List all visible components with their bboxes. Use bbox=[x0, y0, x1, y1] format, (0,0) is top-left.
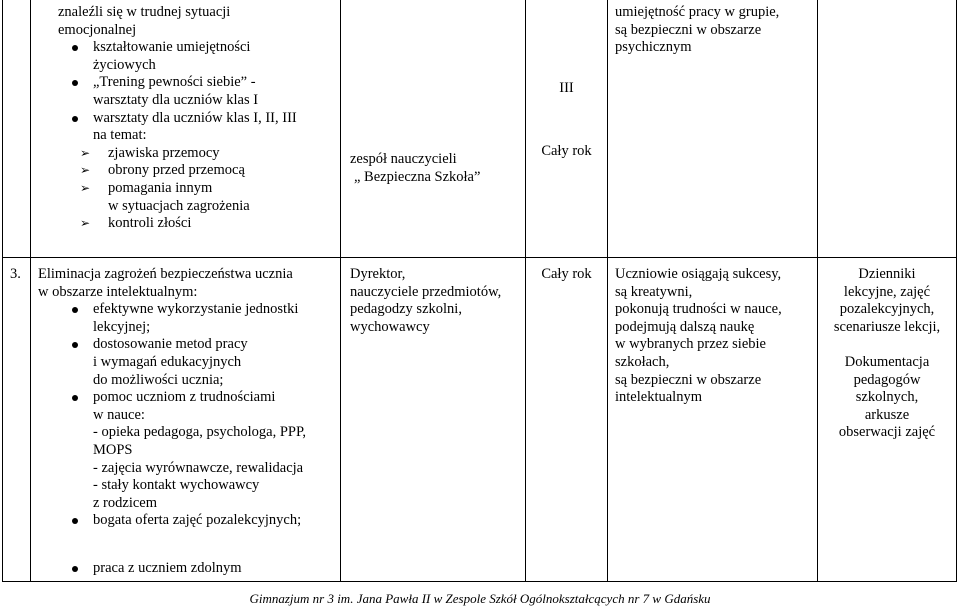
term-cell-top bbox=[526, 80, 607, 160]
bullet-icon bbox=[72, 307, 78, 313]
documentation-line: obserwacji zajęć bbox=[838, 424, 936, 441]
arrow-item bbox=[38, 180, 338, 198]
line-text: Eliminacja zagrożeń bezpieczeństwa ucznia bbox=[38, 266, 293, 282]
line-text: na temat: bbox=[93, 127, 147, 144]
documentation-line: szkolnych, bbox=[855, 389, 919, 406]
bullet-icon bbox=[72, 518, 78, 524]
arrow-item bbox=[38, 145, 338, 163]
line-text: dostosowanie metod pracy bbox=[93, 336, 248, 353]
line-text: pomoc uczniom z trudnościami bbox=[93, 389, 276, 406]
activity-line bbox=[38, 4, 338, 22]
line-text: życiowych bbox=[93, 56, 156, 73]
bullet-item bbox=[38, 301, 338, 319]
line-text: efektywne wykorzystanie jednostki bbox=[93, 301, 299, 318]
arrow-item bbox=[38, 215, 338, 233]
bullet-item bbox=[38, 512, 338, 530]
responsible-line: pedagodzy szkolni, bbox=[350, 301, 462, 318]
activity-line bbox=[38, 266, 338, 284]
line-text: znaleźli się w trudnej sytuacji bbox=[58, 4, 231, 20]
documentation-line: pozalekcyjnych, bbox=[839, 301, 935, 318]
effects-line: pokonują trudności w nauce, bbox=[615, 301, 782, 318]
extra-bullet-item bbox=[38, 560, 338, 578]
line-text: w obszarze intelektualnym: bbox=[38, 283, 198, 300]
responsible-line: zespół nauczycieli bbox=[350, 151, 457, 167]
line-text: pomagania innym bbox=[108, 179, 213, 196]
documentation-line: scenariusze lekcji, bbox=[833, 318, 941, 335]
line-text: - zajęcia wyrównawcze, rewalidacja bbox=[93, 459, 304, 476]
bullet-icon bbox=[72, 566, 78, 572]
bullet-item bbox=[38, 74, 338, 92]
bullet-icon bbox=[72, 45, 78, 51]
line-text: „Trening pewności siebie” - bbox=[93, 74, 256, 91]
documentation-line: pedagogów bbox=[853, 371, 921, 388]
activity-line bbox=[38, 354, 338, 372]
table-col-divider-2 bbox=[340, 0, 341, 582]
activity-line bbox=[38, 198, 338, 216]
term-class: III bbox=[559, 80, 574, 96]
line-text: bogata oferta zajęć pozalekcyjnych; bbox=[93, 512, 302, 529]
activity-line bbox=[38, 284, 338, 302]
activity-cell-3 bbox=[38, 266, 338, 530]
activity-line bbox=[38, 424, 338, 442]
line-text: w sytuacjach zagrożenia bbox=[108, 197, 250, 214]
effects-cell-3 bbox=[615, 266, 782, 407]
table-border-bottom bbox=[2, 581, 957, 582]
effects-line: psychicznym bbox=[615, 39, 692, 56]
bullet-icon bbox=[72, 80, 78, 86]
responsible-cell-top bbox=[350, 151, 480, 186]
line-text: do możliwości ucznia; bbox=[93, 371, 224, 388]
effects-line: szkołach, bbox=[615, 353, 670, 370]
line-text: warsztaty dla uczniów klas I, II, III bbox=[93, 109, 297, 126]
line-text: emocjonalnej bbox=[58, 21, 137, 38]
activity-line bbox=[38, 92, 338, 110]
bullet-item bbox=[38, 39, 338, 57]
term-cell-3 bbox=[526, 266, 607, 284]
effects-line: są kreatywni, bbox=[615, 283, 693, 300]
activity-line bbox=[38, 372, 338, 390]
term-period: Cały rok bbox=[541, 266, 592, 282]
effects-line: podejmują dalszą naukę bbox=[615, 318, 755, 335]
page-footer: Gimnazjum nr 3 im. Jana Pawła II w Zespole Szkół Ogólnokształcących nr 7 w Gdańsku bbox=[249, 591, 711, 606]
effects-line: intelektualnym bbox=[615, 389, 702, 406]
activity-cell-top bbox=[38, 4, 338, 233]
arrow-bullet-icon: ➢ bbox=[80, 145, 91, 160]
activity-line bbox=[38, 460, 338, 478]
activity-line bbox=[38, 22, 338, 40]
effects-line: są bezpieczni w obszarze bbox=[615, 371, 762, 388]
activity-line bbox=[38, 407, 338, 425]
line-text: - stały kontakt wychowawcy bbox=[93, 477, 260, 494]
line-text: lekcyjnej; bbox=[93, 318, 151, 335]
line-text: kształtowanie umiejętności bbox=[93, 39, 251, 56]
documentation-line: lekcyjne, zajęć bbox=[843, 283, 931, 300]
bullet-icon bbox=[72, 342, 78, 348]
responsible-line: „ Bezpieczna Szkoła” bbox=[354, 168, 481, 185]
activity-line bbox=[38, 127, 338, 145]
line-text: - opieka pedagoga, psychologa, PPP, bbox=[93, 424, 307, 441]
arrow-bullet-icon: ➢ bbox=[80, 216, 91, 231]
responsible-line: Dyrektor, bbox=[350, 266, 406, 282]
table-col-divider-4 bbox=[607, 0, 608, 582]
effects-line: w wybranych przez siebie bbox=[615, 336, 766, 353]
arrow-item bbox=[38, 162, 338, 180]
documentation-cell-3 bbox=[817, 266, 957, 442]
line-text: warsztaty dla uczniów klas I bbox=[93, 91, 259, 108]
documentation-line: Dzienniki bbox=[858, 266, 916, 282]
effects-line: Uczniowie osiągają sukcesy, bbox=[615, 266, 782, 282]
term-period: Cały rok bbox=[541, 142, 592, 159]
responsible-line: nauczyciele przedmiotów, bbox=[350, 283, 502, 300]
line-text: kontroli złości bbox=[108, 215, 192, 232]
arrow-bullet-icon: ➢ bbox=[80, 163, 91, 178]
documentation-line: Dokumentacja bbox=[844, 353, 930, 370]
row-number: 3. bbox=[10, 266, 21, 282]
line-text: w nauce: bbox=[93, 406, 145, 423]
line-text: MOPS bbox=[93, 441, 133, 458]
table-col-divider-1 bbox=[30, 0, 31, 582]
bullet-icon bbox=[72, 116, 78, 122]
bullet-item bbox=[38, 389, 338, 407]
activity-line bbox=[38, 495, 338, 513]
documentation-line: arkusze bbox=[864, 406, 910, 423]
table-border-left bbox=[2, 0, 3, 582]
responsible-cell-3 bbox=[350, 266, 501, 336]
effects-cell-top bbox=[615, 4, 779, 57]
arrow-bullet-icon: ➢ bbox=[80, 180, 91, 195]
bullet-item bbox=[38, 336, 338, 354]
effects-line: umiejętność pracy w grupie, bbox=[615, 4, 780, 20]
bullet-text: praca z uczniem zdolnym bbox=[93, 560, 242, 576]
line-text: i wymagań edukacyjnych bbox=[93, 353, 242, 370]
effects-line: są bezpieczni w obszarze bbox=[615, 21, 762, 38]
activity-line bbox=[38, 57, 338, 75]
bullet-icon bbox=[72, 395, 78, 401]
line-text: z rodzicem bbox=[93, 494, 158, 511]
activity-line bbox=[38, 477, 338, 495]
line-text: zjawiska przemocy bbox=[108, 144, 220, 161]
activity-line bbox=[38, 319, 338, 337]
responsible-line: wychowawcy bbox=[350, 318, 430, 335]
row-divider bbox=[2, 257, 957, 258]
activity-line bbox=[38, 442, 338, 460]
bullet-item bbox=[38, 110, 338, 128]
line-text: obrony przed przemocą bbox=[108, 162, 245, 179]
